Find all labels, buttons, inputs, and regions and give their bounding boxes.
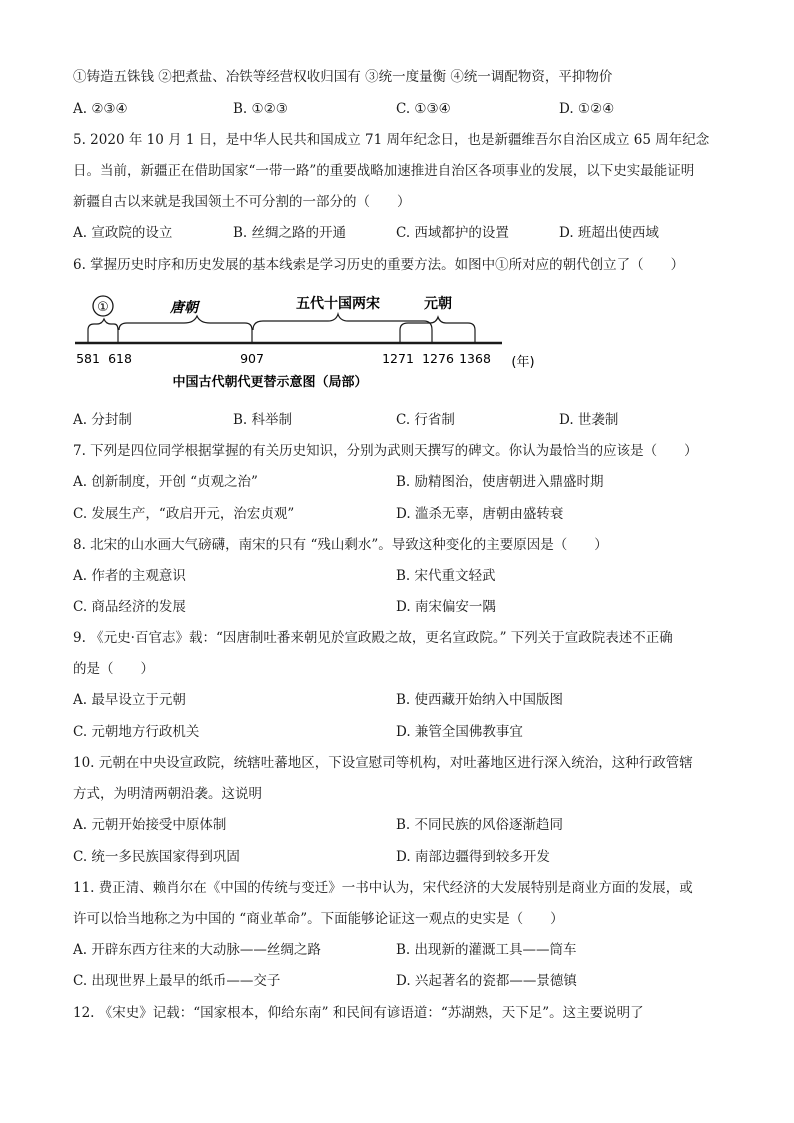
year-1271: 1271 bbox=[382, 351, 414, 366]
q6-option-a[interactable]: A. 分封制 bbox=[73, 412, 132, 428]
q6-option-c[interactable]: C. 行省制 bbox=[396, 412, 455, 428]
q11-option-b[interactable]: B. 出现新的灌溉工具——筒车 bbox=[396, 942, 577, 958]
marker-label: ① bbox=[97, 300, 109, 315]
q7-option-b[interactable]: B. 励精图治，使唐朝进入鼎盛时期 bbox=[396, 474, 604, 490]
brace-marker bbox=[88, 319, 118, 330]
year-618: 618 bbox=[108, 351, 132, 366]
q5-line-3: 新疆自古以来就是我国领土不可分割的一部分的（ ） bbox=[73, 194, 411, 210]
year-581: 581 bbox=[76, 351, 100, 366]
q8-option-b[interactable]: B. 宋代重文轻武 bbox=[396, 568, 496, 584]
q12-stem: 12. 《宋史》记载：“国家根本，仰给东南” 和民间有谚语道：“苏湖熟，天下足”。这主要说明了 bbox=[73, 1005, 644, 1021]
q9-line-2: 的是（ ） bbox=[73, 661, 154, 677]
q6-option-b[interactable]: B. 科举制 bbox=[233, 412, 293, 428]
q4-option-d[interactable]: D. ①②④ bbox=[559, 101, 615, 117]
brace-yuan bbox=[400, 317, 475, 330]
q9-option-c[interactable]: C. 元朝地方行政机关 bbox=[73, 724, 200, 740]
q5-option-c[interactable]: C. 西域都护的设置 bbox=[396, 225, 509, 241]
q4-option-a[interactable]: A. ②③④ bbox=[73, 101, 128, 117]
q5-line-2: 日。当前，新疆正在借助国家“一带一路”的重要战略加速推进自治区各项事业的发展，以下史实最能证明 bbox=[73, 163, 695, 179]
q9-line-1: 9. 《元史·百官志》载：“因唐制吐番来朝见於宣政殿之故，更名宣政院。” 下列关于宣政院表述不正确 bbox=[73, 630, 673, 646]
q8-option-d[interactable]: D. 南宋偏安一隅 bbox=[396, 599, 496, 615]
q4-option-c[interactable]: C. ①③④ bbox=[396, 101, 451, 117]
q11-option-a[interactable]: A. 开辟东西方往来的大动脉——丝绸之路 bbox=[73, 942, 321, 958]
q7-option-c[interactable]: C. 发展生产，“政启开元，治宏贞观” bbox=[73, 506, 295, 522]
q9-option-b[interactable]: B. 使西藏开始纳入中国版图 bbox=[396, 692, 564, 708]
q10-option-c[interactable]: C. 统一多民族国家得到巩固 bbox=[73, 849, 240, 865]
year-1368: 1368 bbox=[459, 351, 491, 366]
q8-option-c[interactable]: C. 商品经济的发展 bbox=[73, 599, 186, 615]
q7-option-a[interactable]: A. 创新制度，开创 “贞观之治” bbox=[73, 474, 258, 490]
unit-label: (年) bbox=[511, 355, 535, 370]
q11-line-2: 许可以恰当地称之为中国的 “商业革命”。下面能够论证这一观点的史实是（ ） bbox=[73, 911, 564, 927]
q10-option-d[interactable]: D. 南部边疆得到较多开发 bbox=[396, 849, 550, 865]
label-tang: 唐朝 bbox=[170, 300, 198, 316]
q6-stem: 6. 掌握历史时序和历史发展的基本线索是学习历史的重要方法。如图中①所对应的朝代创立了（ ） bbox=[73, 257, 685, 273]
q4-stem: ①铸造五铢钱 ②把煮盐、冶铁等经营权收归国有 ③统一度量衡 ④统一调配物资，平抑物价 bbox=[73, 69, 613, 85]
q11-option-d[interactable]: D. 兴起著名的瓷都——景德镇 bbox=[396, 973, 577, 989]
q7-option-d[interactable]: D. 滥杀无辜，唐朝由盛转衰 bbox=[396, 506, 564, 522]
q11-line-1: 11. 费正清、赖肖尔在《中国的传统与变迁》一书中认为，宋代经济的大发展特别是商业方面的发展，或 bbox=[73, 880, 693, 896]
q5-option-d[interactable]: D. 班超出使西域 bbox=[559, 225, 659, 241]
q10-option-b[interactable]: B. 不同民族的风俗逐渐趋同 bbox=[396, 817, 564, 833]
brace-tang bbox=[119, 316, 252, 330]
q10-line-1: 10. 元朝在中央设宣政院，统辖吐蕃地区，下设宣慰司等机构，对吐蕃地区进行深入统治，这种行政管辖 bbox=[73, 755, 693, 771]
figure-caption: 中国古代朝代更替示意图（局部） bbox=[172, 375, 368, 390]
dynasty-timeline-figure bbox=[70, 290, 550, 392]
q8-stem: 8. 北宋的山水画大气磅礴，南宋的只有 “残山剩水”。导致这种变化的主要原因是（ ） bbox=[73, 537, 608, 553]
label-yuan: 元朝 bbox=[424, 296, 452, 312]
year-907: 907 bbox=[240, 351, 264, 366]
q9-option-a[interactable]: A. 最早设立于元朝 bbox=[73, 692, 186, 708]
q5-option-b[interactable]: B. 丝绸之路的开通 bbox=[233, 225, 347, 241]
q7-stem: 7. 下列是四位同学根据掌握的有关历史知识，分别为武则天撰写的碑文。你认为最恰当的应该是（ ） bbox=[73, 443, 698, 459]
q9-option-d[interactable]: D. 兼管全国佛教事宜 bbox=[396, 724, 523, 740]
q10-line-2: 方式，为明清两朝沿袭。这说明 bbox=[73, 786, 262, 802]
q8-option-a[interactable]: A. 作者的主观意识 bbox=[73, 568, 186, 584]
q11-option-c[interactable]: C. 出现世界上最早的纸币——交子 bbox=[73, 973, 281, 989]
year-1276: 1276 bbox=[422, 351, 454, 366]
brace-song bbox=[253, 314, 432, 330]
q5-line-1: 5. 2020 年 10 月 1 日，是中华人民共和国成立 71 周年纪念日，也是新疆维吾尔自治区成立 65 周年纪念 bbox=[73, 132, 710, 148]
label-song: 五代十国两宋 bbox=[296, 296, 380, 312]
q6-option-d[interactable]: D. 世袭制 bbox=[559, 412, 619, 428]
q10-option-a[interactable]: A. 元朝开始接受中原体制 bbox=[73, 817, 227, 833]
q4-option-b[interactable]: B. ①②③ bbox=[233, 101, 288, 117]
q5-option-a[interactable]: A. 宣政院的设立 bbox=[73, 225, 173, 241]
